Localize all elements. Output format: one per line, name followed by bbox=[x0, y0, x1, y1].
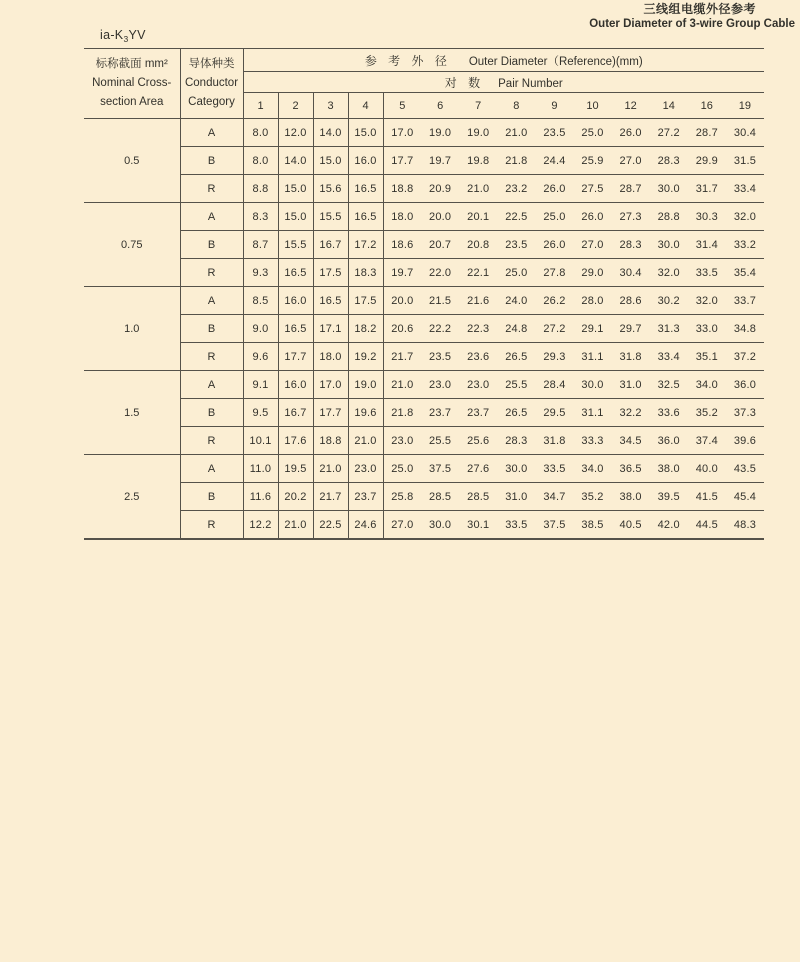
diameter-cell: 9.6 bbox=[243, 343, 278, 371]
diameter-cell: 30.0 bbox=[650, 175, 688, 203]
diameter-cell: 29.7 bbox=[612, 315, 650, 343]
diameter-cell: 39.6 bbox=[726, 427, 764, 455]
diameter-cell: 14.0 bbox=[278, 147, 313, 175]
diameter-cell: 23.0 bbox=[383, 427, 421, 455]
model-suffix: YV bbox=[128, 28, 146, 42]
diameter-cell: 9.0 bbox=[243, 315, 278, 343]
diameter-cell: 19.8 bbox=[459, 147, 497, 175]
category-cell: A bbox=[180, 287, 243, 315]
diameter-cell: 33.4 bbox=[726, 175, 764, 203]
diameter-cell: 9.1 bbox=[243, 371, 278, 399]
table-row bbox=[84, 315, 764, 343]
diameter-cell: 8.0 bbox=[243, 147, 278, 175]
diameter-cell: 18.0 bbox=[313, 343, 348, 371]
diameter-cell: 33.6 bbox=[650, 399, 688, 427]
diameter-cell: 38.5 bbox=[573, 511, 611, 540]
diameter-cell: 21.7 bbox=[313, 483, 348, 511]
diameter-cell: 16.5 bbox=[278, 259, 313, 287]
diameter-cell: 32.0 bbox=[726, 203, 764, 231]
diameter-cell: 11.0 bbox=[243, 455, 278, 483]
diameter-cell: 42.0 bbox=[650, 511, 688, 540]
area-cell: 1.5 bbox=[84, 371, 180, 455]
cable-diameter-table bbox=[84, 48, 764, 540]
diameter-cell: 28.0 bbox=[573, 287, 611, 315]
diameter-cell: 8.0 bbox=[243, 119, 278, 147]
pair-number-cell: 8 bbox=[497, 93, 535, 119]
outer-diameter-header-zh: 参 考 外 径 bbox=[364, 53, 451, 68]
diameter-cell: 34.0 bbox=[688, 371, 726, 399]
category-cell: B bbox=[180, 399, 243, 427]
table-row bbox=[84, 119, 764, 147]
diameter-cell: 23.7 bbox=[421, 399, 459, 427]
diameter-cell: 27.2 bbox=[535, 315, 573, 343]
table-row bbox=[84, 147, 764, 175]
diameter-cell: 18.8 bbox=[313, 427, 348, 455]
diameter-cell: 27.8 bbox=[535, 259, 573, 287]
diameter-cell: 12.2 bbox=[243, 511, 278, 540]
area-cell: 0.5 bbox=[84, 119, 180, 203]
diameter-cell: 26.5 bbox=[497, 399, 535, 427]
diameter-cell: 21.7 bbox=[383, 343, 421, 371]
diameter-cell: 31.7 bbox=[688, 175, 726, 203]
diameter-cell: 30.0 bbox=[421, 511, 459, 540]
diameter-cell: 23.2 bbox=[497, 175, 535, 203]
diameter-cell: 22.1 bbox=[459, 259, 497, 287]
diameter-cell: 39.5 bbox=[650, 483, 688, 511]
diameter-cell: 19.6 bbox=[348, 399, 383, 427]
diameter-cell: 23.5 bbox=[421, 343, 459, 371]
diameter-cell: 28.6 bbox=[612, 287, 650, 315]
diameter-cell: 30.0 bbox=[497, 455, 535, 483]
diameter-cell: 35.2 bbox=[573, 483, 611, 511]
diameter-cell: 24.8 bbox=[497, 315, 535, 343]
diameter-cell: 21.0 bbox=[313, 455, 348, 483]
diameter-cell: 20.9 bbox=[421, 175, 459, 203]
diameter-cell: 23.5 bbox=[497, 231, 535, 259]
conductor-category-header bbox=[180, 49, 243, 119]
model-subscript: 3 bbox=[123, 34, 129, 44]
category-cell: A bbox=[180, 119, 243, 147]
diameter-cell: 24.6 bbox=[348, 511, 383, 540]
diameter-cell: 31.3 bbox=[650, 315, 688, 343]
diameter-cell: 17.7 bbox=[313, 399, 348, 427]
pair-number-cell: 4 bbox=[348, 93, 383, 119]
diameter-cell: 44.5 bbox=[688, 511, 726, 540]
col2-header-line1: 导体种类 bbox=[188, 58, 235, 70]
category-cell: A bbox=[180, 203, 243, 231]
diameter-cell: 30.1 bbox=[459, 511, 497, 540]
page-title-block bbox=[589, 2, 795, 32]
diameter-cell: 17.2 bbox=[348, 231, 383, 259]
diameter-cell: 15.0 bbox=[348, 119, 383, 147]
area-cell: 0.75 bbox=[84, 203, 180, 287]
diameter-cell: 27.3 bbox=[612, 203, 650, 231]
pair-number-cell: 14 bbox=[650, 93, 688, 119]
diameter-cell: 26.0 bbox=[535, 231, 573, 259]
diameter-cell: 21.0 bbox=[383, 371, 421, 399]
diameter-cell: 43.5 bbox=[726, 455, 764, 483]
diameter-cell: 19.7 bbox=[421, 147, 459, 175]
diameter-cell: 18.3 bbox=[348, 259, 383, 287]
diameter-cell: 16.0 bbox=[278, 287, 313, 315]
diameter-cell: 21.0 bbox=[497, 119, 535, 147]
diameter-cell: 31.8 bbox=[612, 343, 650, 371]
diameter-cell: 34.5 bbox=[612, 427, 650, 455]
diameter-cell: 24.4 bbox=[535, 147, 573, 175]
pair-number-cell: 19 bbox=[726, 93, 764, 119]
diameter-cell: 16.0 bbox=[348, 147, 383, 175]
diameter-cell: 32.0 bbox=[688, 287, 726, 315]
diameter-cell: 28.4 bbox=[535, 371, 573, 399]
diameter-cell: 25.8 bbox=[383, 483, 421, 511]
model-label bbox=[100, 28, 146, 44]
diameter-cell: 21.5 bbox=[421, 287, 459, 315]
diameter-cell: 25.5 bbox=[421, 427, 459, 455]
page-title-zh: 三线组电缆外径参考 bbox=[643, 2, 756, 16]
diameter-cell: 37.5 bbox=[421, 455, 459, 483]
pair-number-cell: 10 bbox=[573, 93, 611, 119]
diameter-cell: 33.5 bbox=[497, 511, 535, 540]
col2-header-line2: Conductor bbox=[184, 77, 239, 89]
diameter-cell: 37.5 bbox=[535, 511, 573, 540]
diameter-cell: 19.0 bbox=[459, 119, 497, 147]
diameter-cell: 27.0 bbox=[383, 511, 421, 540]
diameter-cell: 36.5 bbox=[612, 455, 650, 483]
category-cell: B bbox=[180, 147, 243, 175]
table-row bbox=[84, 511, 764, 540]
category-cell: B bbox=[180, 315, 243, 343]
diameter-cell: 31.1 bbox=[573, 399, 611, 427]
diameter-cell: 22.2 bbox=[421, 315, 459, 343]
diameter-cell: 23.5 bbox=[535, 119, 573, 147]
diameter-cell: 9.3 bbox=[243, 259, 278, 287]
diameter-cell: 27.0 bbox=[612, 147, 650, 175]
diameter-cell: 28.5 bbox=[421, 483, 459, 511]
diameter-cell: 18.8 bbox=[383, 175, 421, 203]
category-cell: B bbox=[180, 231, 243, 259]
diameter-cell: 35.2 bbox=[688, 399, 726, 427]
diameter-cell: 37.4 bbox=[688, 427, 726, 455]
table-row bbox=[84, 399, 764, 427]
diameter-cell: 20.1 bbox=[459, 203, 497, 231]
diameter-cell: 30.2 bbox=[650, 287, 688, 315]
diameter-cell: 31.8 bbox=[535, 427, 573, 455]
diameter-cell: 15.0 bbox=[278, 203, 313, 231]
diameter-cell: 21.0 bbox=[278, 511, 313, 540]
area-cell: 2.5 bbox=[84, 455, 180, 540]
category-cell: B bbox=[180, 483, 243, 511]
table-row bbox=[84, 455, 764, 483]
outer-diameter-header bbox=[243, 49, 764, 72]
diameter-cell: 20.6 bbox=[383, 315, 421, 343]
diameter-cell: 31.0 bbox=[497, 483, 535, 511]
diameter-cell: 32.2 bbox=[612, 399, 650, 427]
diameter-cell: 22.3 bbox=[459, 315, 497, 343]
diameter-cell: 20.8 bbox=[459, 231, 497, 259]
diameter-cell: 19.0 bbox=[421, 119, 459, 147]
diameter-cell: 17.0 bbox=[383, 119, 421, 147]
diameter-cell: 38.0 bbox=[612, 483, 650, 511]
diameter-cell: 26.2 bbox=[535, 287, 573, 315]
diameter-cell: 31.4 bbox=[688, 231, 726, 259]
pair-number-header-zh: 对 数 bbox=[444, 75, 485, 90]
diameter-cell: 34.0 bbox=[573, 455, 611, 483]
diameter-cell: 17.6 bbox=[278, 427, 313, 455]
diameter-cell: 11.6 bbox=[243, 483, 278, 511]
outer-diameter-header-en: Outer Diameter（Reference)(mm) bbox=[468, 55, 643, 68]
diameter-cell: 14.0 bbox=[313, 119, 348, 147]
diameter-cell: 16.0 bbox=[278, 371, 313, 399]
pair-number-header bbox=[243, 72, 764, 93]
diameter-cell: 26.0 bbox=[573, 203, 611, 231]
diameter-cell: 17.5 bbox=[348, 287, 383, 315]
diameter-cell: 15.5 bbox=[278, 231, 313, 259]
diameter-cell: 26.5 bbox=[497, 343, 535, 371]
diameter-cell: 35.4 bbox=[726, 259, 764, 287]
diameter-cell: 30.3 bbox=[688, 203, 726, 231]
pair-number-cell: 3 bbox=[313, 93, 348, 119]
diameter-cell: 9.5 bbox=[243, 399, 278, 427]
diameter-cell: 28.8 bbox=[650, 203, 688, 231]
diameter-cell: 21.8 bbox=[497, 147, 535, 175]
diameter-cell: 31.1 bbox=[573, 343, 611, 371]
diameter-cell: 21.6 bbox=[459, 287, 497, 315]
diameter-cell: 17.7 bbox=[278, 343, 313, 371]
diameter-cell: 34.8 bbox=[726, 315, 764, 343]
diameter-cell: 27.2 bbox=[650, 119, 688, 147]
diameter-cell: 18.6 bbox=[383, 231, 421, 259]
diameter-cell: 37.2 bbox=[726, 343, 764, 371]
diameter-cell: 17.7 bbox=[383, 147, 421, 175]
category-cell: A bbox=[180, 371, 243, 399]
diameter-cell: 29.0 bbox=[573, 259, 611, 287]
diameter-cell: 19.7 bbox=[383, 259, 421, 287]
diameter-cell: 16.5 bbox=[348, 175, 383, 203]
diameter-cell: 19.2 bbox=[348, 343, 383, 371]
header-row-span bbox=[84, 49, 764, 72]
diameter-cell: 32.5 bbox=[650, 371, 688, 399]
diameter-cell: 28.7 bbox=[688, 119, 726, 147]
diameter-cell: 25.6 bbox=[459, 427, 497, 455]
table-row bbox=[84, 427, 764, 455]
diameter-cell: 18.2 bbox=[348, 315, 383, 343]
diameter-cell: 27.5 bbox=[573, 175, 611, 203]
diameter-cell: 24.0 bbox=[497, 287, 535, 315]
diameter-cell: 20.2 bbox=[278, 483, 313, 511]
pair-number-cell: 6 bbox=[421, 93, 459, 119]
diameter-cell: 25.9 bbox=[573, 147, 611, 175]
diameter-cell: 16.5 bbox=[348, 203, 383, 231]
diameter-cell: 26.0 bbox=[612, 119, 650, 147]
category-cell: A bbox=[180, 455, 243, 483]
diameter-cell: 29.3 bbox=[535, 343, 573, 371]
diameter-cell: 20.7 bbox=[421, 231, 459, 259]
diameter-cell: 28.3 bbox=[650, 147, 688, 175]
diameter-cell: 29.5 bbox=[535, 399, 573, 427]
diameter-cell: 45.4 bbox=[726, 483, 764, 511]
diameter-cell: 41.5 bbox=[688, 483, 726, 511]
diameter-cell: 16.7 bbox=[278, 399, 313, 427]
model-prefix: ia-K bbox=[100, 28, 124, 42]
diameter-cell: 17.1 bbox=[313, 315, 348, 343]
diameter-cell: 40.0 bbox=[688, 455, 726, 483]
diameter-cell: 26.0 bbox=[535, 175, 573, 203]
diameter-cell: 34.7 bbox=[535, 483, 573, 511]
table-row bbox=[84, 231, 764, 259]
col2-header-line3: Category bbox=[188, 96, 235, 108]
diameter-cell: 17.5 bbox=[313, 259, 348, 287]
diameter-cell: 23.0 bbox=[348, 455, 383, 483]
diameter-cell: 19.0 bbox=[348, 371, 383, 399]
category-cell: R bbox=[180, 259, 243, 287]
diameter-cell: 29.9 bbox=[688, 147, 726, 175]
table-row bbox=[84, 343, 764, 371]
diameter-cell: 21.0 bbox=[459, 175, 497, 203]
diameter-cell: 33.5 bbox=[535, 455, 573, 483]
category-cell: R bbox=[180, 427, 243, 455]
diameter-cell: 25.0 bbox=[573, 119, 611, 147]
diameter-cell: 31.0 bbox=[612, 371, 650, 399]
diameter-cell: 28.3 bbox=[497, 427, 535, 455]
diameter-cell: 36.0 bbox=[726, 371, 764, 399]
col1-header-line1: 标称截面 mm² bbox=[95, 58, 168, 70]
diameter-cell: 16.5 bbox=[313, 287, 348, 315]
diameter-cell: 28.5 bbox=[459, 483, 497, 511]
diameter-cell: 36.0 bbox=[650, 427, 688, 455]
diameter-cell: 23.7 bbox=[348, 483, 383, 511]
diameter-cell: 15.6 bbox=[313, 175, 348, 203]
diameter-cell: 30.4 bbox=[726, 119, 764, 147]
pair-number-cell: 5 bbox=[383, 93, 421, 119]
diameter-cell: 23.0 bbox=[459, 371, 497, 399]
diameter-cell: 33.2 bbox=[726, 231, 764, 259]
table-row bbox=[84, 203, 764, 231]
diameter-cell: 8.7 bbox=[243, 231, 278, 259]
category-cell: R bbox=[180, 343, 243, 371]
category-cell: R bbox=[180, 511, 243, 540]
diameter-cell: 30.4 bbox=[612, 259, 650, 287]
diameter-cell: 19.5 bbox=[278, 455, 313, 483]
diameter-cell: 22.5 bbox=[497, 203, 535, 231]
diameter-cell: 28.3 bbox=[612, 231, 650, 259]
diameter-cell: 16.7 bbox=[313, 231, 348, 259]
area-cell: 1.0 bbox=[84, 287, 180, 371]
diameter-cell: 15.0 bbox=[313, 147, 348, 175]
diameter-cell: 20.0 bbox=[421, 203, 459, 231]
pair-number-header-en: Pair Number bbox=[498, 77, 563, 90]
diameter-cell: 25.0 bbox=[535, 203, 573, 231]
diameter-cell: 35.1 bbox=[688, 343, 726, 371]
diameter-cell: 27.6 bbox=[459, 455, 497, 483]
table-row bbox=[84, 175, 764, 203]
pair-number-cell: 1 bbox=[243, 93, 278, 119]
table-row bbox=[84, 371, 764, 399]
diameter-cell: 27.0 bbox=[573, 231, 611, 259]
diameter-cell: 30.0 bbox=[650, 231, 688, 259]
col1-header-line2: Nominal Cross- bbox=[92, 77, 172, 89]
diameter-cell: 17.0 bbox=[313, 371, 348, 399]
table-row bbox=[84, 483, 764, 511]
diameter-cell: 22.5 bbox=[313, 511, 348, 540]
category-cell: R bbox=[180, 175, 243, 203]
diameter-cell: 20.0 bbox=[383, 287, 421, 315]
diameter-cell: 22.0 bbox=[421, 259, 459, 287]
diameter-cell: 8.3 bbox=[243, 203, 278, 231]
diameter-cell: 33.3 bbox=[573, 427, 611, 455]
diameter-cell: 33.5 bbox=[688, 259, 726, 287]
diameter-cell: 32.0 bbox=[650, 259, 688, 287]
nominal-cross-section-header bbox=[84, 49, 180, 119]
diameter-cell: 38.0 bbox=[650, 455, 688, 483]
diameter-cell: 33.4 bbox=[650, 343, 688, 371]
diameter-cell: 23.7 bbox=[459, 399, 497, 427]
diameter-cell: 48.3 bbox=[726, 511, 764, 540]
diameter-cell: 33.7 bbox=[726, 287, 764, 315]
col1-header-line3: section Area bbox=[100, 96, 164, 108]
table-row bbox=[84, 287, 764, 315]
diameter-cell: 15.5 bbox=[313, 203, 348, 231]
diameter-cell: 21.8 bbox=[383, 399, 421, 427]
diameter-cell: 30.0 bbox=[573, 371, 611, 399]
pair-number-cell: 9 bbox=[535, 93, 573, 119]
diameter-cell: 8.8 bbox=[243, 175, 278, 203]
diameter-cell: 10.1 bbox=[243, 427, 278, 455]
page-title-en: Outer Diameter of 3-wire Group Cable bbox=[589, 18, 795, 30]
diameter-cell: 18.0 bbox=[383, 203, 421, 231]
diameter-cell: 25.0 bbox=[383, 455, 421, 483]
diameter-cell: 15.0 bbox=[278, 175, 313, 203]
diameter-cell: 28.7 bbox=[612, 175, 650, 203]
pair-number-cell: 12 bbox=[612, 93, 650, 119]
pair-number-cell: 16 bbox=[688, 93, 726, 119]
diameter-cell: 40.5 bbox=[612, 511, 650, 540]
pair-number-cell: 7 bbox=[459, 93, 497, 119]
diameter-cell: 37.3 bbox=[726, 399, 764, 427]
diameter-cell: 12.0 bbox=[278, 119, 313, 147]
table-row bbox=[84, 259, 764, 287]
diameter-cell: 16.5 bbox=[278, 315, 313, 343]
diameter-cell: 23.6 bbox=[459, 343, 497, 371]
diameter-cell: 29.1 bbox=[573, 315, 611, 343]
diameter-cell: 21.0 bbox=[348, 427, 383, 455]
diameter-cell: 31.5 bbox=[726, 147, 764, 175]
diameter-cell: 25.0 bbox=[497, 259, 535, 287]
pair-number-cell: 2 bbox=[278, 93, 313, 119]
diameter-cell: 23.0 bbox=[421, 371, 459, 399]
diameter-cell: 8.5 bbox=[243, 287, 278, 315]
diameter-cell: 33.0 bbox=[688, 315, 726, 343]
diameter-cell: 25.5 bbox=[497, 371, 535, 399]
